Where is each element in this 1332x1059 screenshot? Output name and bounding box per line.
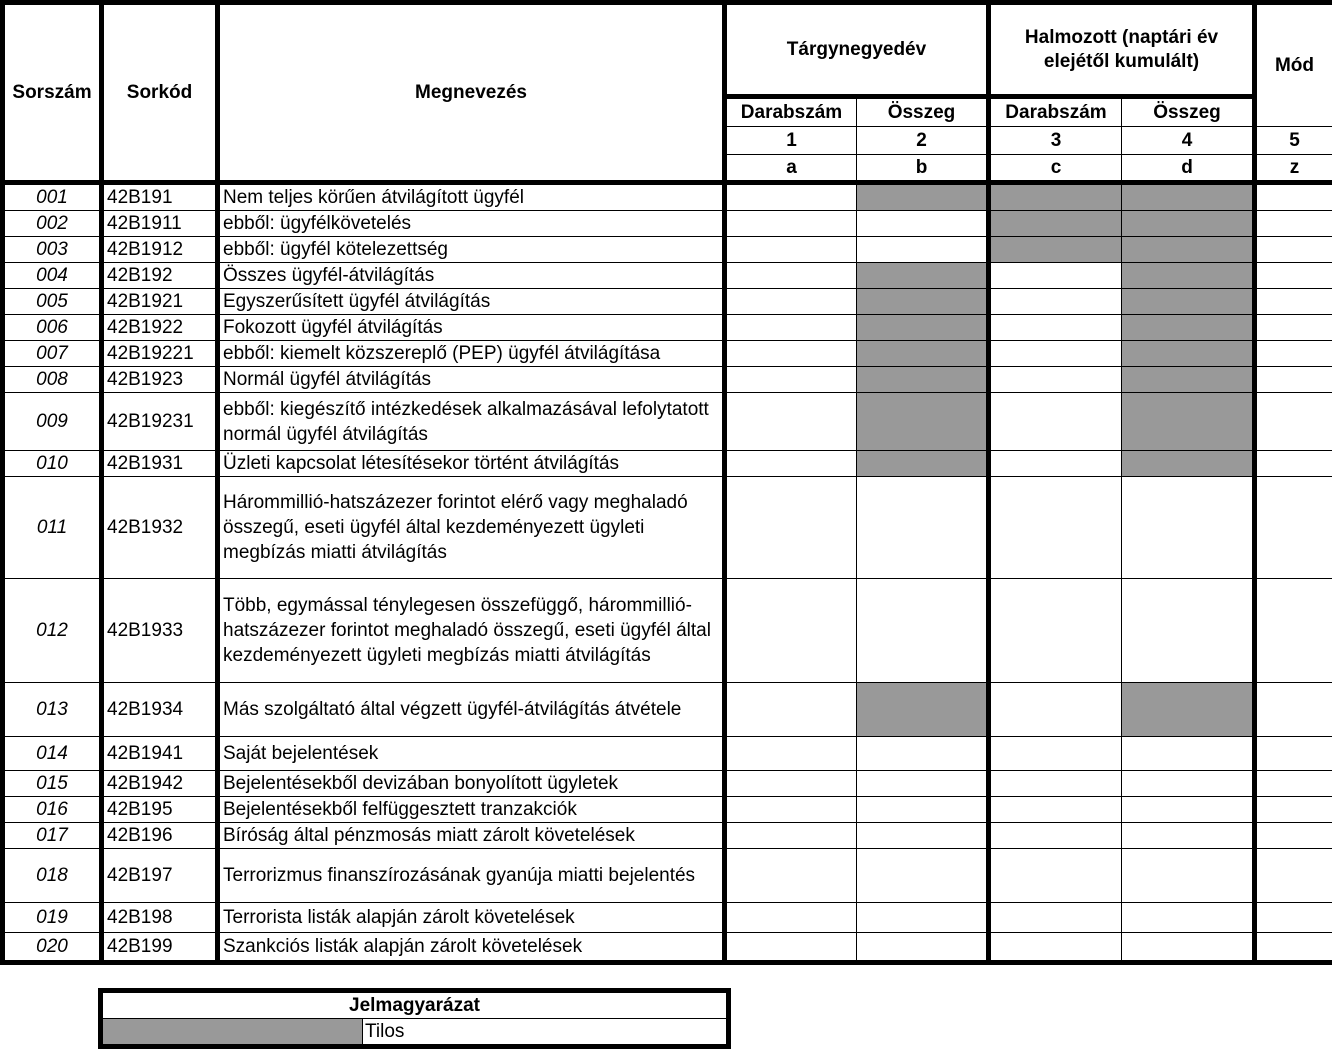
- value-cell[interactable]: [989, 393, 1122, 451]
- table-row: [3, 367, 1332, 393]
- value-cell[interactable]: [857, 903, 989, 933]
- value-cell[interactable]: [1255, 451, 1332, 477]
- header-megnevezes: Megnevezés: [218, 3, 725, 183]
- value-cell[interactable]: [725, 341, 857, 367]
- row-megnevezes: Fokozott ügyfél átvilágítás: [218, 315, 725, 341]
- row-sorszam: 008: [3, 367, 102, 393]
- forbidden-cell: [857, 315, 989, 341]
- row-sorkod: 42B195: [102, 797, 218, 823]
- forbidden-cell: [857, 341, 989, 367]
- row-megnevezes: Üzleti kapcsolat létesítésekor történt átvilágítás: [218, 451, 725, 477]
- value-cell[interactable]: [857, 771, 989, 797]
- forbidden-cell: [1122, 451, 1255, 477]
- row-megnevezes: Nem teljes körűen átvilágított ügyfél: [218, 183, 725, 211]
- value-cell[interactable]: [857, 823, 989, 849]
- value-cell[interactable]: [1255, 183, 1332, 211]
- value-cell[interactable]: [725, 477, 857, 579]
- row-sorszam: 002: [3, 211, 102, 237]
- value-cell[interactable]: [725, 183, 857, 211]
- value-cell[interactable]: [989, 263, 1122, 289]
- value-cell[interactable]: [725, 393, 857, 451]
- row-sorkod: 42B1941: [102, 737, 218, 771]
- row-sorszam: 009: [3, 393, 102, 451]
- table-row: [3, 289, 1332, 315]
- row-sorkod: 42B1931: [102, 451, 218, 477]
- row-megnevezes: Hárommillió-hatszázezer forintot elérő vagy meghaladó összegű, eseti ügyfél által kezdeményezett ügyleti megbízás miatti átvilágítás: [218, 477, 725, 579]
- forbidden-cell: [1122, 683, 1255, 737]
- value-cell[interactable]: [1255, 315, 1332, 341]
- value-cell[interactable]: [857, 737, 989, 771]
- row-sorszam: 004: [3, 263, 102, 289]
- value-cell[interactable]: [725, 903, 857, 933]
- value-cell[interactable]: [1122, 903, 1255, 933]
- value-cell[interactable]: [1255, 263, 1332, 289]
- value-cell[interactable]: [989, 797, 1122, 823]
- row-megnevezes: Összes ügyfél-átvilágítás: [218, 263, 725, 289]
- value-cell[interactable]: [857, 237, 989, 263]
- forbidden-cell: [1122, 315, 1255, 341]
- forbidden-cell: [1122, 211, 1255, 237]
- legend-table: [98, 988, 731, 1049]
- value-cell[interactable]: [857, 477, 989, 579]
- row-sorkod: 42B1933: [102, 579, 218, 683]
- header-col-number: 2: [857, 127, 989, 155]
- table-row: [3, 797, 1332, 823]
- row-megnevezes: Több, egymással ténylegesen összefüggő, hárommillió-hatszázezer forintot meghaladó összegű, eseti ügyfél által kezdeményezett ügyleti megbízás miatti átvilágítás: [218, 579, 725, 683]
- value-cell[interactable]: [857, 933, 989, 963]
- row-sorkod: 42B1922: [102, 315, 218, 341]
- forbidden-cell: [989, 237, 1122, 263]
- header-sub-darabszam: Darabszám: [725, 97, 857, 127]
- row-sorszam: 016: [3, 797, 102, 823]
- row-sorkod: 42B198: [102, 903, 218, 933]
- value-cell[interactable]: [989, 737, 1122, 771]
- forbidden-cell: [857, 451, 989, 477]
- value-cell[interactable]: [989, 579, 1122, 683]
- value-cell[interactable]: [725, 797, 857, 823]
- value-cell[interactable]: [1122, 849, 1255, 903]
- header-mod: Mód: [1255, 3, 1332, 127]
- row-sorkod: 42B19231: [102, 393, 218, 451]
- row-megnevezes: Normál ügyfél átvilágítás: [218, 367, 725, 393]
- row-sorkod: 42B1932: [102, 477, 218, 579]
- header-sorkod: Sorkód: [102, 3, 218, 183]
- row-sorszam: 012: [3, 579, 102, 683]
- row-sorkod: 42B1942: [102, 771, 218, 797]
- row-megnevezes: ebből: kiemelt közszereplő (PEP) ügyfél átvilágítása: [218, 341, 725, 367]
- value-cell[interactable]: [989, 341, 1122, 367]
- table-header: [3, 3, 1332, 183]
- table-row: [3, 211, 1332, 237]
- forbidden-cell: [1122, 341, 1255, 367]
- value-cell[interactable]: [725, 451, 857, 477]
- legend-title: Jelmagyarázat: [101, 991, 729, 1019]
- legend-item-label: Tilos: [363, 1019, 729, 1047]
- header-col-letter: z: [1255, 155, 1332, 183]
- row-megnevezes: Más szolgáltató által végzett ügyfél-átvilágítás átvétele: [218, 683, 725, 737]
- row-sorszam: 001: [3, 183, 102, 211]
- value-cell[interactable]: [1255, 237, 1332, 263]
- header-col-letter: d: [1122, 155, 1255, 183]
- row-sorszam: 013: [3, 683, 102, 737]
- value-cell[interactable]: [989, 289, 1122, 315]
- value-cell[interactable]: [1255, 737, 1332, 771]
- value-cell[interactable]: [1122, 771, 1255, 797]
- value-cell[interactable]: [725, 289, 857, 315]
- value-cell[interactable]: [725, 771, 857, 797]
- row-sorkod: 42B1911: [102, 211, 218, 237]
- header-sub-darabszam: Darabszám: [989, 97, 1122, 127]
- row-megnevezes: Szankciós listák alapján zárolt követelések: [218, 933, 725, 963]
- value-cell[interactable]: [1122, 797, 1255, 823]
- value-cell[interactable]: [989, 823, 1122, 849]
- value-cell[interactable]: [989, 315, 1122, 341]
- value-cell[interactable]: [989, 477, 1122, 579]
- table-row: [3, 737, 1332, 771]
- table-row: [3, 263, 1332, 289]
- value-cell[interactable]: [1255, 289, 1332, 315]
- row-sorszam: 007: [3, 341, 102, 367]
- header-sorszam: Sorszám: [3, 3, 102, 183]
- row-megnevezes: Terrorizmus finanszírozásának gyanúja miatti bejelentés: [218, 849, 725, 903]
- value-cell[interactable]: [1122, 579, 1255, 683]
- value-cell[interactable]: [725, 579, 857, 683]
- value-cell[interactable]: [989, 451, 1122, 477]
- row-sorszam: 017: [3, 823, 102, 849]
- value-cell[interactable]: [1122, 823, 1255, 849]
- table-row: [3, 341, 1332, 367]
- row-sorkod: 42B1912: [102, 237, 218, 263]
- row-sorkod: 42B192: [102, 263, 218, 289]
- value-cell[interactable]: [1255, 933, 1332, 963]
- value-cell[interactable]: [725, 823, 857, 849]
- row-sorkod: 42B1923: [102, 367, 218, 393]
- row-sorszam: 010: [3, 451, 102, 477]
- row-sorszam: 020: [3, 933, 102, 963]
- value-cell[interactable]: [1255, 367, 1332, 393]
- header-group-quarter: Tárgynegyedév: [725, 3, 989, 97]
- value-cell[interactable]: [857, 211, 989, 237]
- forbidden-cell: [989, 211, 1122, 237]
- forbidden-cell: [857, 289, 989, 315]
- forbidden-cell: [1122, 263, 1255, 289]
- row-sorszam: 019: [3, 903, 102, 933]
- forbidden-cell: [1122, 289, 1255, 315]
- table-row: [3, 903, 1332, 933]
- forbidden-cell: [857, 367, 989, 393]
- table-row: [3, 579, 1332, 683]
- header-col-letter: b: [857, 155, 989, 183]
- header-sub-osszeg: Összeg: [1122, 97, 1255, 127]
- forbidden-cell: [857, 183, 989, 211]
- row-megnevezes: ebből: kiegészítő intézkedések alkalmazásával lefolytatott normál ügyfél átvilágítás: [218, 393, 725, 451]
- value-cell[interactable]: [989, 367, 1122, 393]
- value-cell[interactable]: [725, 849, 857, 903]
- value-cell[interactable]: [1255, 683, 1332, 737]
- row-megnevezes: ebből: ügyfélkövetelés: [218, 211, 725, 237]
- row-sorszam: 003: [3, 237, 102, 263]
- forbidden-cell: [857, 683, 989, 737]
- row-sorszam: 014: [3, 737, 102, 771]
- value-cell[interactable]: [989, 903, 1122, 933]
- row-sorkod: 42B196: [102, 823, 218, 849]
- row-sorkod: 42B199: [102, 933, 218, 963]
- row-megnevezes: Saját bejelentések: [218, 737, 725, 771]
- row-sorkod: 42B191: [102, 183, 218, 211]
- row-sorszam: 005: [3, 289, 102, 315]
- value-cell[interactable]: [1255, 849, 1332, 903]
- header-col-number: 1: [725, 127, 857, 155]
- table-row: [3, 183, 1332, 211]
- value-cell[interactable]: [1255, 579, 1332, 683]
- row-sorszam: 011: [3, 477, 102, 579]
- table-row: [3, 451, 1332, 477]
- value-cell[interactable]: [725, 315, 857, 341]
- value-cell[interactable]: [1255, 341, 1332, 367]
- value-cell[interactable]: [725, 263, 857, 289]
- header-group-cumulative: Halmozott (naptári év elejétől kumulált): [989, 3, 1255, 97]
- value-cell[interactable]: [1255, 823, 1332, 849]
- forbidden-cell: [857, 393, 989, 451]
- table-row: [3, 393, 1332, 451]
- value-cell[interactable]: [1255, 477, 1332, 579]
- forbidden-cell: [989, 183, 1122, 211]
- row-sorkod: 42B197: [102, 849, 218, 903]
- row-sorkod: 42B19221: [102, 341, 218, 367]
- header-col-letter: a: [725, 155, 857, 183]
- table-row: [3, 771, 1332, 797]
- value-cell[interactable]: [857, 797, 989, 823]
- value-cell[interactable]: [1255, 393, 1332, 451]
- forbidden-cell: [1122, 367, 1255, 393]
- table-row: [3, 237, 1332, 263]
- row-megnevezes: ebből: ügyfél kötelezettség: [218, 237, 725, 263]
- header-sub-osszeg: Összeg: [857, 97, 989, 127]
- row-sorkod: 42B1921: [102, 289, 218, 315]
- table-row: [3, 315, 1332, 341]
- row-sorkod: 42B1934: [102, 683, 218, 737]
- header-col-number: 3: [989, 127, 1122, 155]
- value-cell[interactable]: [725, 683, 857, 737]
- header-col-letter: c: [989, 155, 1122, 183]
- header-col-number: 4: [1122, 127, 1255, 155]
- value-cell[interactable]: [1255, 797, 1332, 823]
- row-megnevezes: Bejelentésekből devizában bonyolított ügyletek: [218, 771, 725, 797]
- row-megnevezes: Bejelentésekből felfüggesztett tranzakciók: [218, 797, 725, 823]
- value-cell[interactable]: [989, 771, 1122, 797]
- row-megnevezes: Bíróság által pénzmosás miatt zárolt követelések: [218, 823, 725, 849]
- legend-grey-swatch: [101, 1019, 363, 1047]
- forbidden-cell: [1122, 237, 1255, 263]
- table-row: [3, 477, 1332, 579]
- row-sorszam: 006: [3, 315, 102, 341]
- table-row: [3, 823, 1332, 849]
- value-cell[interactable]: [1255, 211, 1332, 237]
- row-sorszam: 015: [3, 771, 102, 797]
- value-cell[interactable]: [725, 237, 857, 263]
- value-cell[interactable]: [725, 737, 857, 771]
- forbidden-cell: [1122, 183, 1255, 211]
- value-cell[interactable]: [989, 849, 1122, 903]
- value-cell[interactable]: [989, 933, 1122, 963]
- row-megnevezes: Terrorista listák alapján zárolt követelések: [218, 903, 725, 933]
- value-cell[interactable]: [725, 367, 857, 393]
- value-cell[interactable]: [989, 683, 1122, 737]
- value-cell[interactable]: [725, 933, 857, 963]
- header-col-number: 5: [1255, 127, 1332, 155]
- value-cell[interactable]: [1122, 477, 1255, 579]
- row-megnevezes: Egyszerűsített ügyfél átvilágítás: [218, 289, 725, 315]
- value-cell[interactable]: [857, 849, 989, 903]
- table-row: [3, 849, 1332, 903]
- value-cell[interactable]: [1255, 771, 1332, 797]
- value-cell[interactable]: [1122, 737, 1255, 771]
- value-cell[interactable]: [857, 579, 989, 683]
- forbidden-cell: [857, 263, 989, 289]
- value-cell[interactable]: [1122, 933, 1255, 963]
- value-cell[interactable]: [725, 211, 857, 237]
- forbidden-cell: [1122, 393, 1255, 451]
- value-cell[interactable]: [1255, 903, 1332, 933]
- table-row: [3, 683, 1332, 737]
- table-row: [3, 933, 1332, 963]
- row-sorszam: 018: [3, 849, 102, 903]
- table-body: [3, 183, 1332, 963]
